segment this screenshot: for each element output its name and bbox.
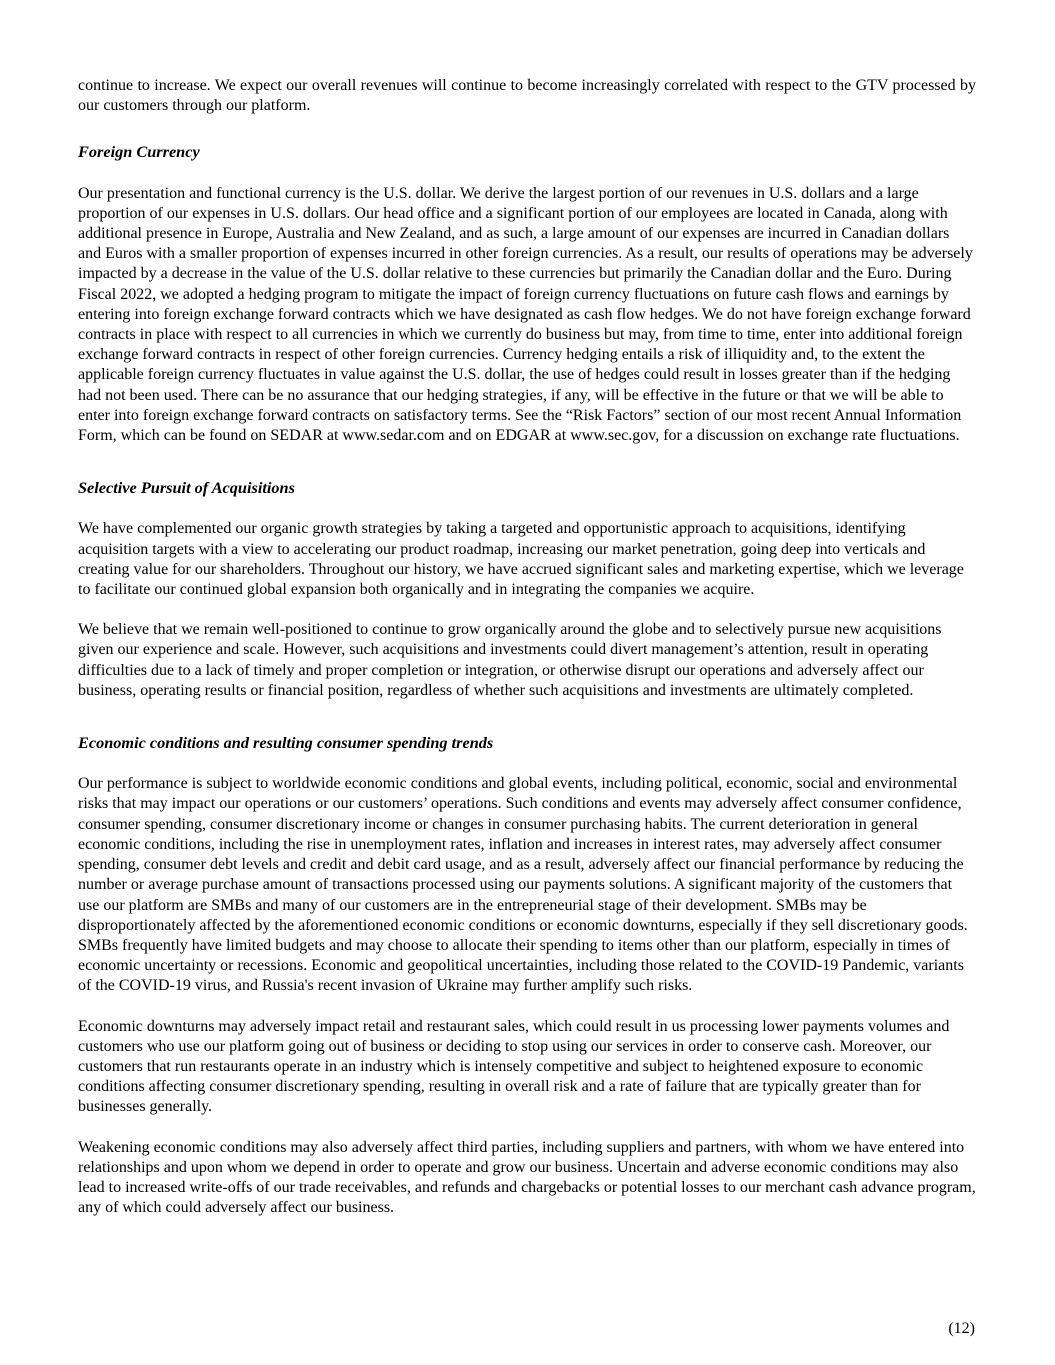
paragraph-economic-1: Our performance is subject to worldwide economic conditions and global events, including political, economic, social and environmental risks that may impact our operations or our customers’ operations. Such conditions and events may adversely affect consumer confidence, consumer spending, consumer discretionary income or changes in consumer purchasing habits. The current deterioration in general economic conditions, including the rise in unemployment rates, inflation and increases in interest rates, may adversely affect consumer spending, consumer debt levels and credit and debit card usage, and as a result, adversely affect our financial performance by reducing the number or average purchase amount of transactions processed using our payments solutions. A significant majority of the customers that use our platform are SMBs and many of our customers are in the entrepreneurial stage of their development. SMBs may be disproportionately affected by the aforementioned economic conditions or economic downturns, especially if they sell discretionary goods. SMBs frequently have limited budgets and may choose to allocate their spending to items other than our platform, especially in times of economic uncertainty or recessions. Economic and geopolitical uncertainties, including those related to the COVID-19 Pandemic, variants of the COVID-19 virus, and Russia's recent invasion of Ukraine may further amplify such risks. [78, 775, 968, 995]
heading-selective-pursuit-of-acquisitions: Selective Pursuit of Acquisitions [78, 478, 295, 498]
paragraph-acquisitions-2: We believe that we remain well-positioned to continue to grow organically around the globe and to selectively pursue new acquisitions given our experience and scale. However, such acquisitions and investments could divert management’s attention, result in operating difficulties due to a lack of timely and proper completion or integration, or otherwise disrupt our operations and adversely affect our business, operating results or financial position, regardless of whether such acquisitions and investments are ultimately completed. [78, 621, 942, 699]
heading-foreign-currency: Foreign Currency [78, 142, 200, 162]
paragraph-acquisitions-1: We have complemented our organic growth strategies by taking a targeted and opportunistic approach to acquisitions, identifying acquisition targets with a view to accelerating our product roadmap, increasing our market penetration, going deep into verticals and creating value for our shareholders. Throughout our history, we have accrued significant sales and marketing expertise, which we leverage to facilitate our continued global expansion both organically and in integrating the companies we acquire. [78, 520, 964, 599]
paragraph-economic-3: Weakening economic conditions may also adversely affect third parties, including suppliers and partners, with whom we have entered into relationships and upon whom we depend in order to operate and grow our business. Uncertain and adverse economic conditions may also lead to increased write-offs of our trade receivables, and refunds and chargebacks or potential losses to our merchant cash advance program, any of which could adversely affect our business. [78, 1138, 976, 1217]
page-number: (12) [948, 1319, 975, 1337]
paragraph-economic-2: Economic downturns may adversely impact retail and restaurant sales, which could result in us processing lower payments volumes and customers who use our platform going out of business or deciding to stop using our services in order to conserve cash. Moreover, our customers that run restaurants operate in an industry which is intensely competitive and subject to heightened exposure to economic conditions affecting consumer discretionary spending, resulting in overall risk and a rate of failure that are typically greater than for businesses generally. [78, 1017, 950, 1116]
paragraph-foreign-currency: Our presentation and functional currency is the U.S. dollar. We derive the largest portion of our revenues in U.S. dollars and a large proportion of our expenses in U.S. dollars. Our head office and a significant portion of our employees are located in Canada, along with additional presence in Europe, Australia and New Zealand, and as such, a large amount of our expenses are incurred in Canadian dollars and Euros with a smaller proportion of expenses incurred in other foreign currencies. As a result, our results of operations may be adversely impacted by a decrease in the value of the U.S. dollar relative to these currencies but primarily the Canadian dollar and the Euro. During Fiscal 2022, we adopted a hedging program to mitigate the impact of foreign currency fluctuations on future cash flows and earnings by entering into foreign exchange forward contracts which we have designated as cash flow hedges. We do not have foreign exchange forward contracts in place with respect to all currencies in which we currently do business but may, from time to time, enter into additional foreign exchange forward contracts in respect of other foreign currencies. Currency hedging entails a risk of illiquidity and, to the extent the applicable foreign currency fluctuates in value against the U.S. dollar, the use of hedges could result in losses greater than if the hedging had not been used. There can be no assurance that our hedging strategies, if any, will be effective in the future or that we will be able to enter into foreign exchange forward contracts on satisfactory terms. See the “Risk Factors” section of our most recent Annual Information Form, which can be found on SEDAR at www.sedar.com and on EDGAR at www.sec.gov, for a discussion on exchange rate fluctuations. [78, 184, 973, 445]
heading-economic-conditions: Economic conditions and resulting consumer spending trends [78, 733, 494, 753]
intro-paragraph: continue to increase. We expect our overall revenues will continue to become increasingly correlated with respect to the GTV processed by our customers through our platform. [78, 77, 976, 115]
